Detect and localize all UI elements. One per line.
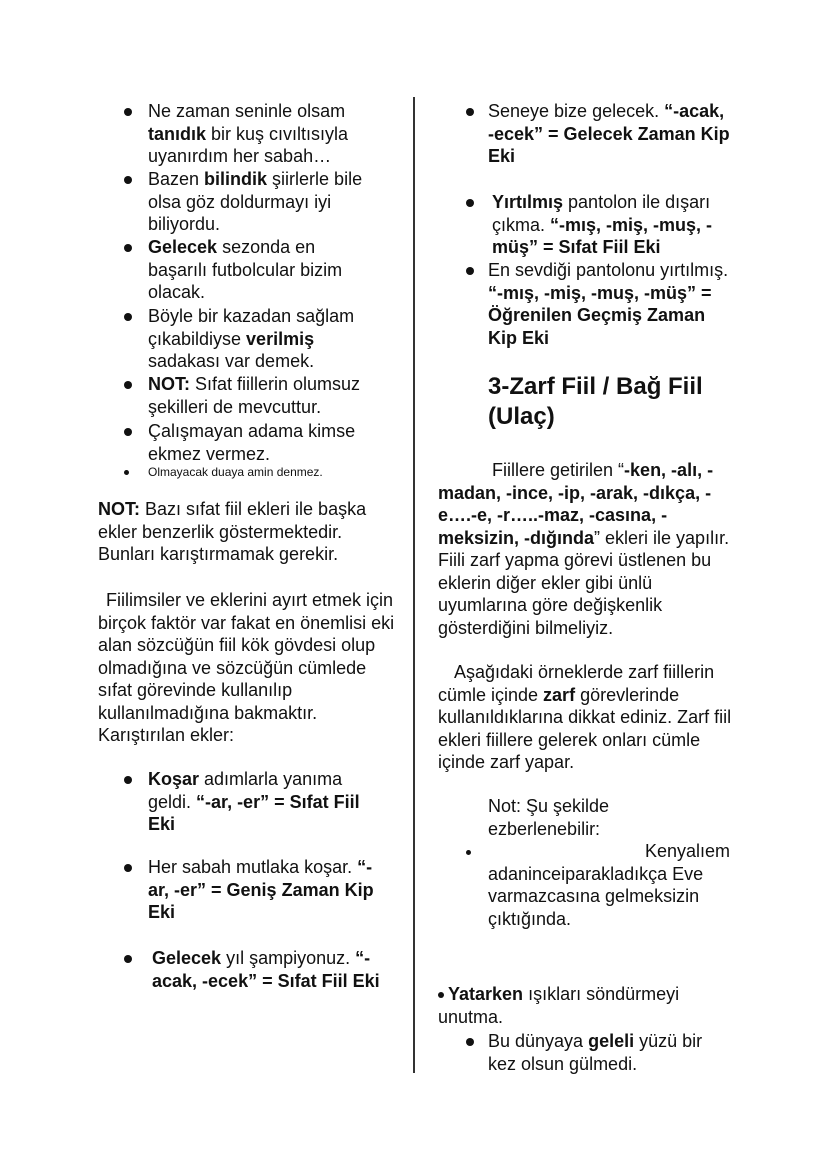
paragraph-text: Fiillere getirilen “ [492, 460, 625, 480]
example-item [124, 856, 389, 924]
suffix-paragraph [438, 459, 738, 639]
example-bold: geleli [588, 1031, 635, 1051]
bullet-icon [124, 176, 132, 184]
section-heading: 3-Zarf Fiil / Bağ Fiil (Ulaç) [488, 373, 703, 430]
example-text: Her sabah mutlaka koşar. [148, 857, 358, 877]
paragraph-text: ” ekleri ile yapılır. Fiili zarf yapma görevi üstlenen bu eklerin diğer ekler gibi ünlü uyumlarına göre değişkenlik gösterdiğini bilmeliyiz. [438, 527, 730, 638]
example-bold: Yatarken [448, 984, 524, 1004]
item-bold: Gelecek [148, 237, 218, 257]
example-text: En sevdiği pantolonu yırtılmış. [488, 260, 729, 280]
bullet-icon [438, 992, 444, 998]
bullet-icon [124, 776, 132, 784]
item-text: Bazen [148, 169, 205, 189]
memo-rest: adaninceiparakladıkça Eve varmazcasına gelmeksizin çıktığında. [488, 863, 704, 929]
example-item [438, 983, 738, 1028]
example-text: pantolon ile dışarı çıkma. [492, 192, 711, 235]
example-text: Bu dünyaya [488, 1031, 589, 1051]
list-item [124, 100, 374, 168]
example-suffix-note: “-ar, -er” = Sıfat Fiil Eki [148, 791, 360, 834]
bullet-icon [466, 850, 471, 855]
bullet-icon [466, 108, 474, 116]
list-item [124, 373, 394, 418]
example-bold: Gelecek [152, 948, 222, 968]
example-suffix-note: “-ar, -er” = Geniş Zaman Kip Eki [148, 857, 374, 922]
item-text: Olmayacak duaya amin denmez. [148, 465, 323, 479]
example-text: ışıkları söndürmeyi unutma. [438, 984, 680, 1027]
item-text: şiirlerle bile olsa göz doldurmayı iyi biliyordu. [148, 169, 363, 234]
example-suffix-note: “-mış, -miş, -muş, -müş” = Sıfat Fiil Eki [492, 214, 713, 257]
example-suffix-note: “-acak, -ecek” = Sıfat Fiil Eki [152, 948, 380, 991]
memo-item [466, 840, 730, 930]
bullet-icon [466, 199, 474, 207]
paragraph-text: görevlerinde kullanıldıklarına dikkat ediniz. Zarf fiil ekleri fiillere gelerek onları cümle içinde zarf yapar. [438, 684, 732, 772]
note-paragraph [98, 498, 398, 566]
item-text: Çalışmayan adama kimse ekmez vermez. [148, 421, 356, 464]
example-item [124, 768, 389, 836]
bullet-icon [466, 267, 474, 275]
note-label: NOT: [98, 499, 140, 519]
item-text: sadakası var demek. [148, 351, 315, 371]
bullet-icon [466, 1038, 474, 1046]
example-item [466, 1030, 730, 1075]
bullet-icon [124, 955, 132, 963]
item-text: Ne zaman seninle olsam [148, 101, 346, 121]
note-text: Bazı sıfat fiil ekleri ile başka ekler benzerlik göstermektedir. Bunları karıştırmamak gerekir. [98, 499, 367, 564]
list-item [124, 305, 386, 373]
column-divider [413, 97, 415, 1073]
bullet-icon [124, 381, 132, 389]
bullet-icon [124, 108, 132, 116]
bullet-icon [124, 313, 132, 321]
list-item [124, 168, 384, 236]
example-bold: Yırtılmış [492, 192, 564, 212]
item-text: Sıfat fiillerin olumsuz şekilleri de mevcuttur. [148, 374, 361, 417]
example-text: yüzü bir kez olsun gülmedi. [488, 1031, 703, 1074]
example-item [466, 259, 736, 349]
paragraph-text: Aşağıdaki örneklerde zarf fiillerin cümle içinde [438, 662, 715, 705]
bullet-icon [124, 428, 132, 436]
example-text: Seneye bize gelecek. [488, 101, 665, 121]
item-text: sezonda en başarılı futbolcular bizim olacak. [148, 237, 343, 302]
example-text: adımlarla yanıma geldi. [148, 769, 343, 812]
item-bold: verilmiş [246, 328, 315, 349]
instruction-paragraph [438, 661, 738, 774]
example-bold: Koşar [148, 769, 200, 789]
item-bold: NOT: [148, 374, 190, 394]
paragraph-bold: zarf [543, 684, 576, 705]
list-item [124, 236, 374, 304]
bullet-icon [124, 244, 132, 252]
item-bold: tanıdık [148, 123, 207, 144]
example-text: yıl şampiyonuz. [221, 948, 356, 968]
item-text: Böyle bir kazadan sağlam çıkabildiyse [148, 306, 355, 349]
memo-word: Kenyalıem [644, 841, 730, 861]
example-suffix-note: “-acak, -ecek” = Gelecek Zaman Kip Eki [488, 101, 730, 166]
suffix-list: -ken, -alı, -madan, -ince, -ip, -arak, -dıkça, -e….-e, -r…..-maz, -casına, -meksizin, -dığında [438, 460, 714, 548]
list-item [124, 465, 394, 480]
explanation-paragraph: Fiilimsiler ve eklerini ayırt etmek için birçok faktör var fakat en önemlisi eki alan sözcüğün fiil kök gövdesi olup olmadığına ve sözcüğün cümlede sıfat görevinde kullanılıp kullanılmadığına bakmaktır. Karıştırılan ekler: [98, 590, 395, 745]
example-item [466, 100, 731, 168]
item-text: bir kuş cıvıltısıyla uyanırdım her sabah… [148, 123, 349, 166]
memo-label: Not: Şu şekilde ezberlenebilir: [488, 796, 610, 839]
item-bold: bilindik [204, 169, 268, 189]
example-item [124, 947, 394, 992]
list-item [124, 420, 386, 465]
example-suffix-note: “-mış, -miş, -muş, -müş” = Öğrenilen Geçmiş Zaman Kip Eki [488, 282, 712, 348]
bullet-icon [124, 470, 129, 475]
bullet-icon [124, 864, 132, 872]
example-item [466, 191, 736, 259]
